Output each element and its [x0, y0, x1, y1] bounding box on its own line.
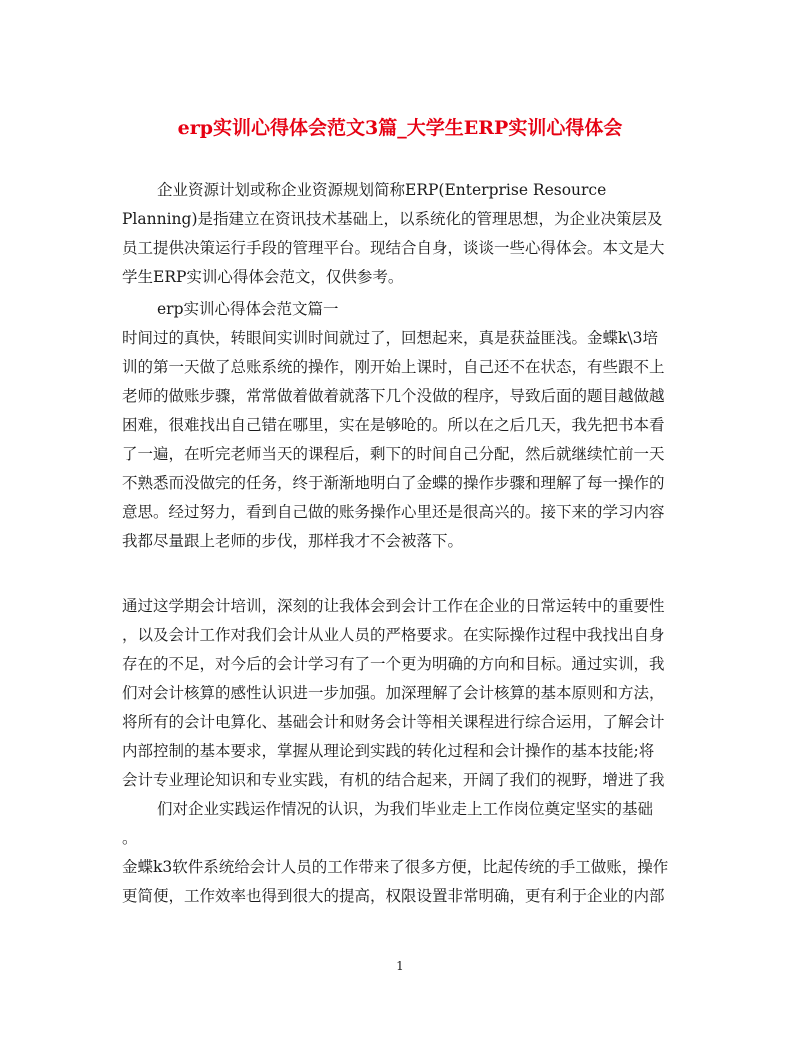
- intro-line: 员工提供决策运行手段的管理平台。现结合自身，谈谈一些心得体会。本文是大: [122, 239, 665, 257]
- paragraph-line: 更简便，工作效率也得到很大的提高，权限设置非常明确，更有利于企业的内部: [122, 887, 665, 905]
- paragraph-line: 了一遍，在听完老师当天的课程后，剩下的时间自己分配，然后就继续忙前一天: [122, 445, 665, 463]
- paragraph-line: 内部控制的基本要求，掌握从理论到实践的转化过程和会计操作的基本技能;将: [122, 742, 655, 760]
- paragraph-line: 困难，很难找出自己错在哪里，实在是够呛的。所以在之后几天，我先把书本看: [122, 416, 665, 434]
- paragraph-line: 时间过的真快，转眼间实训时间就过了，回想起来，真是获益匪浅。金蝶k\3培: [122, 329, 658, 347]
- paragraph-line: 通过这学期会计培训，深刻的让我体会到会计工作在企业的日常运转中的重要性: [122, 597, 665, 615]
- intro-line: Planning)是指建立在资讯技术基础上，以系统化的管理思想，为企业决策层及: [122, 210, 663, 228]
- paragraph-line: 。: [122, 829, 138, 847]
- paragraph-line: 存在的不足，对今后的会计学习有了一个更为明确的方向和目标。通过实训，我: [122, 655, 665, 673]
- paragraph-line: 我都尽量跟上老师的步伐，那样我才不会被落下。: [122, 532, 464, 550]
- paragraph-line: 老师的做账步骤，常常做着做着就落下几个没做的程序，导致后面的题目越做越: [122, 387, 665, 405]
- document-title: erp实训心得体会范文3篇_大学生ERP实训心得体会: [177, 117, 623, 139]
- section-heading: erp实训心得体会范文篇一: [157, 300, 339, 318]
- paragraph-line: 不熟悉而没做完的任务，终于渐渐地明白了金蝶的操作步骤和理解了每一操作的: [122, 474, 665, 492]
- intro-line: 学生ERP实训心得体会范文，仅供参考。: [122, 268, 404, 286]
- paragraph-line: 们对会计核算的感性认识进一步加强。加深理解了会计核算的基本原则和方法，: [122, 684, 665, 702]
- paragraph-line: 们对企业实践运作情况的认识，为我们毕业走上工作岗位奠定坚实的基础: [157, 800, 654, 818]
- intro-line: 企业资源计划或称企业资源规划简称ERP(Enterprise Resource: [157, 181, 607, 199]
- paragraph-line: 金蝶k3软件系统给会计人员的工作带来了很多方便，比起传统的手工做账，操作: [122, 858, 669, 876]
- paragraph-line: 会计专业理论知识和专业实践，有机的结合起来，开阔了我们的视野，增进了我: [122, 771, 665, 789]
- paragraph-line: 训的第一天做了总账系统的操作，刚开始上课时，自己还不在状态，有些跟不上: [122, 358, 665, 376]
- paragraph-line: 意思。经过努力，看到自己做的账务操作心里还是很高兴的。接下来的学习内容: [122, 503, 665, 521]
- paragraph-line: ，以及会计工作对我们会计从业人员的严格要求。在实际操作过程中我找出自身: [122, 626, 665, 644]
- paragraph-line: 将所有的会计电算化、基础会计和财务会计等相关课程进行综合运用，了解会计: [122, 713, 665, 731]
- page-number: 1: [396, 959, 404, 973]
